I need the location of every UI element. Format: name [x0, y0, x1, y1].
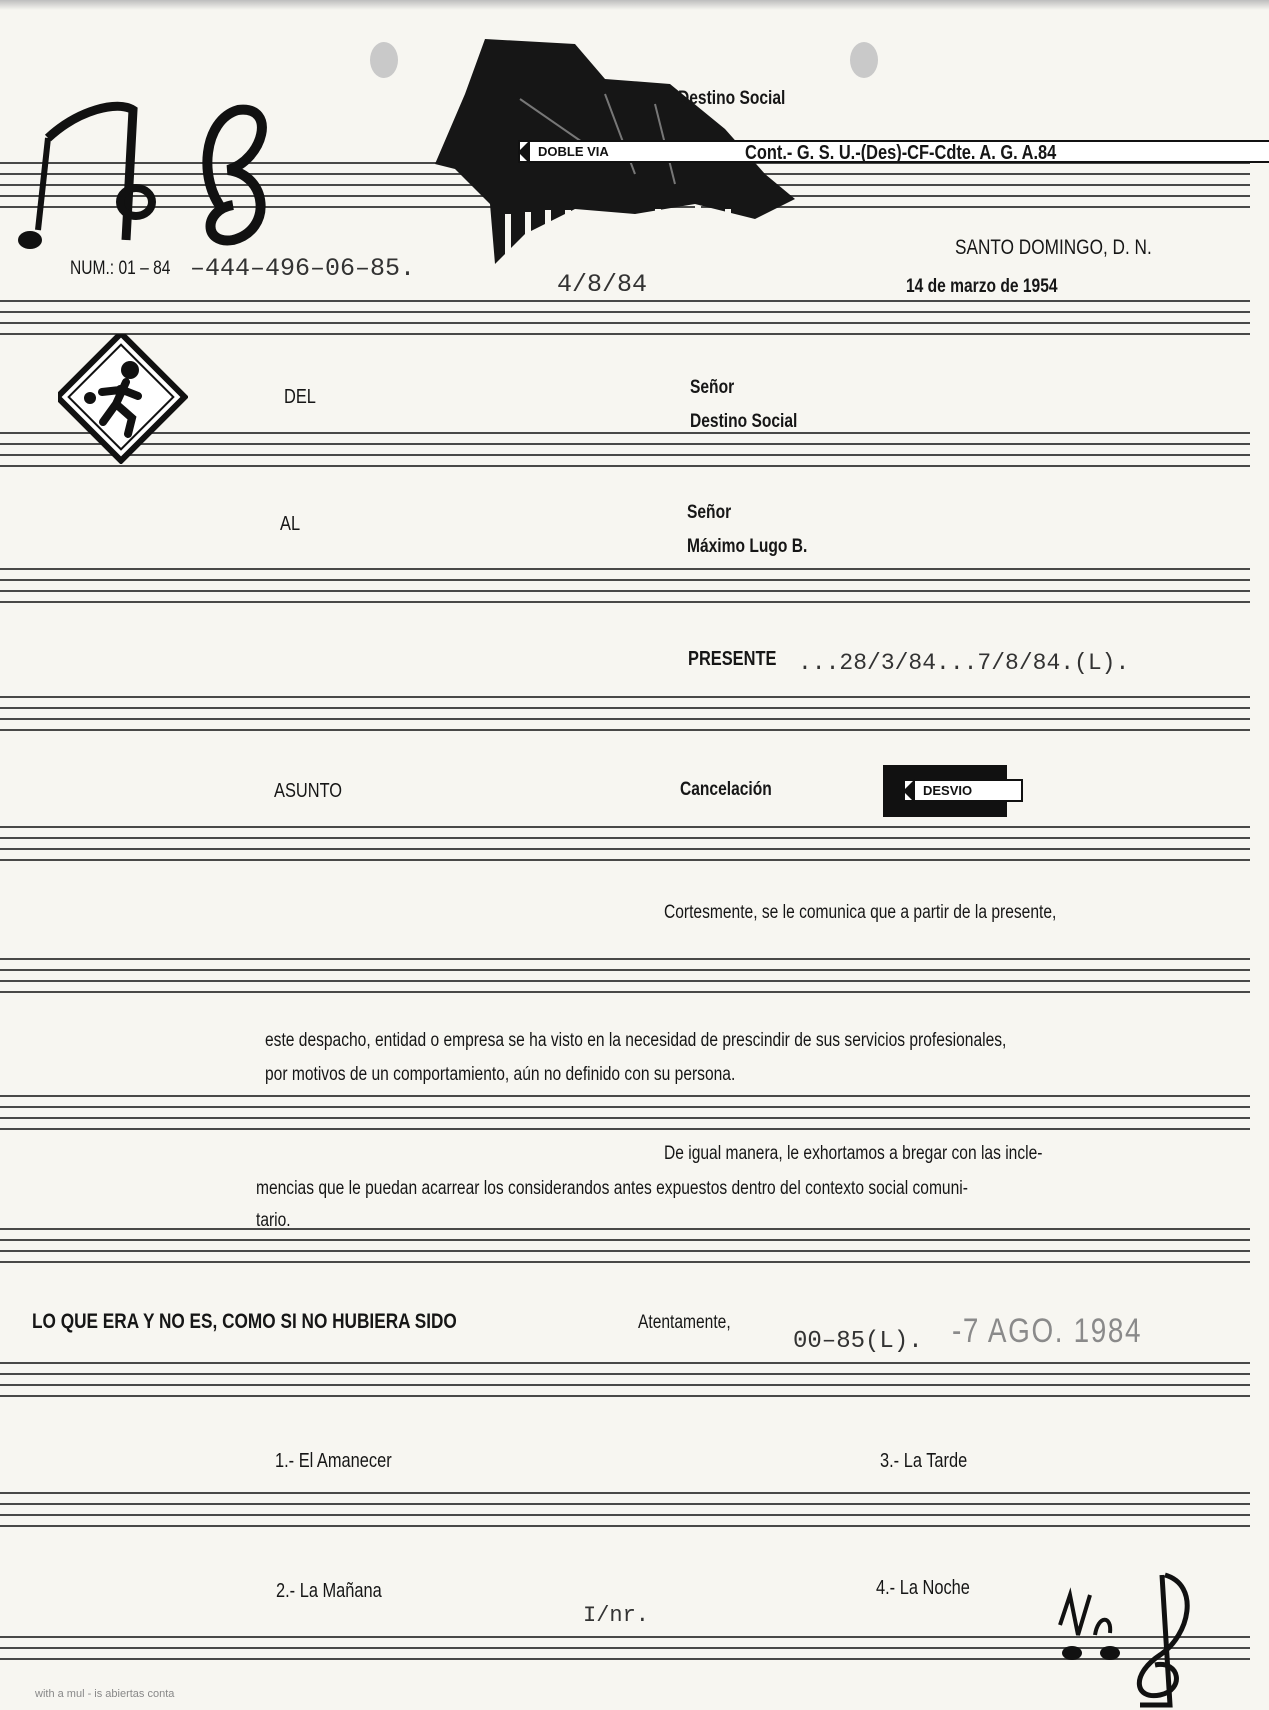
doble-via-sign: DOBLE VIA	[518, 140, 1269, 163]
punch-hole-left	[370, 42, 398, 78]
reference-code: Cont.- G. S. U.-(Des)-CF-Cdte. A. G. A.84	[745, 142, 1057, 164]
staff-lines-6	[0, 826, 1250, 870]
staff-lines-8	[0, 1095, 1250, 1139]
from-label: DEL	[284, 386, 316, 408]
closing: Atentamente,	[638, 1312, 731, 1333]
body-p2-line3: tario.	[256, 1210, 291, 1231]
body-p1-line3: por motivos de un comportamiento, aún no definido con su persona.	[265, 1064, 736, 1085]
body-p2-line1: De igual manera, le exhortamos a bregar con las incle-	[664, 1143, 1043, 1164]
subject-value: Cancelación	[680, 779, 772, 800]
sender-label-top: Destino Social	[678, 88, 786, 109]
to-line1: Señor	[687, 502, 732, 523]
staff-lines-5	[0, 696, 1250, 740]
typed-date: 4/8/84	[557, 270, 648, 299]
children-crossing-sign-icon	[58, 334, 188, 464]
num-label: NUM.: 01 – 84	[70, 258, 171, 279]
musical-monogram-logo	[8, 90, 298, 260]
staff-lines-4	[0, 568, 1250, 612]
item-2: 2.- La Mañana	[276, 1580, 382, 1602]
body-p1-line2: este despacho, entidad o empresa se ha visto en la necesidad de prescindir de sus servicios profesionales,	[265, 1030, 1007, 1051]
signature-treble-clef	[1050, 1565, 1210, 1710]
staff-lines-11	[0, 1492, 1250, 1536]
staff-lines-9	[0, 1228, 1250, 1272]
typist-initials: I/nr.	[583, 1603, 650, 1628]
bottom-note: with a mul - is abiertas conta	[35, 1688, 175, 1700]
item-4: 4.- La Noche	[876, 1577, 970, 1599]
top-edge	[0, 0, 1269, 10]
from-line2: Destino Social	[690, 411, 798, 432]
received-stamp-date: -7 AGO. 1984	[952, 1312, 1143, 1350]
item-1: 1.- El Amanecer	[275, 1450, 392, 1472]
printed-date: 14 de marzo de 1954	[906, 276, 1058, 297]
staff-lines-10	[0, 1362, 1250, 1406]
staff-lines-7	[0, 958, 1250, 1002]
to-label: AL	[280, 513, 301, 535]
presente-typed: ...28/3/84...7/8/84.(L).	[798, 650, 1130, 676]
punch-hole-right	[850, 42, 878, 78]
desvio-sign-label: DESVIO	[903, 779, 1023, 802]
motto: LO QUE ERA Y NO ES, COMO SI NO HUBIERA SIDO	[32, 1310, 457, 1333]
body-p1-line1: Cortesmente, se le comunica que a partir de la presente,	[664, 902, 1057, 923]
num-typed: –444–496–06–85.	[190, 254, 416, 283]
item-3: 3.- La Tarde	[880, 1450, 968, 1472]
typed-ref: 00–85(L).	[793, 1328, 923, 1355]
presente-label: PRESENTE	[688, 648, 777, 670]
body-p2-line2: mencias que le puedan acarrear los considerandos antes expuestos dentro del contexto social comuni-	[256, 1178, 968, 1199]
desvio-sign	[883, 765, 1007, 817]
to-line2: Máximo Lugo B.	[687, 536, 808, 557]
subject-label: ASUNTO	[274, 780, 343, 802]
from-line1: Señor	[690, 377, 735, 398]
city-line: SANTO DOMINGO, D. N.	[955, 236, 1152, 259]
